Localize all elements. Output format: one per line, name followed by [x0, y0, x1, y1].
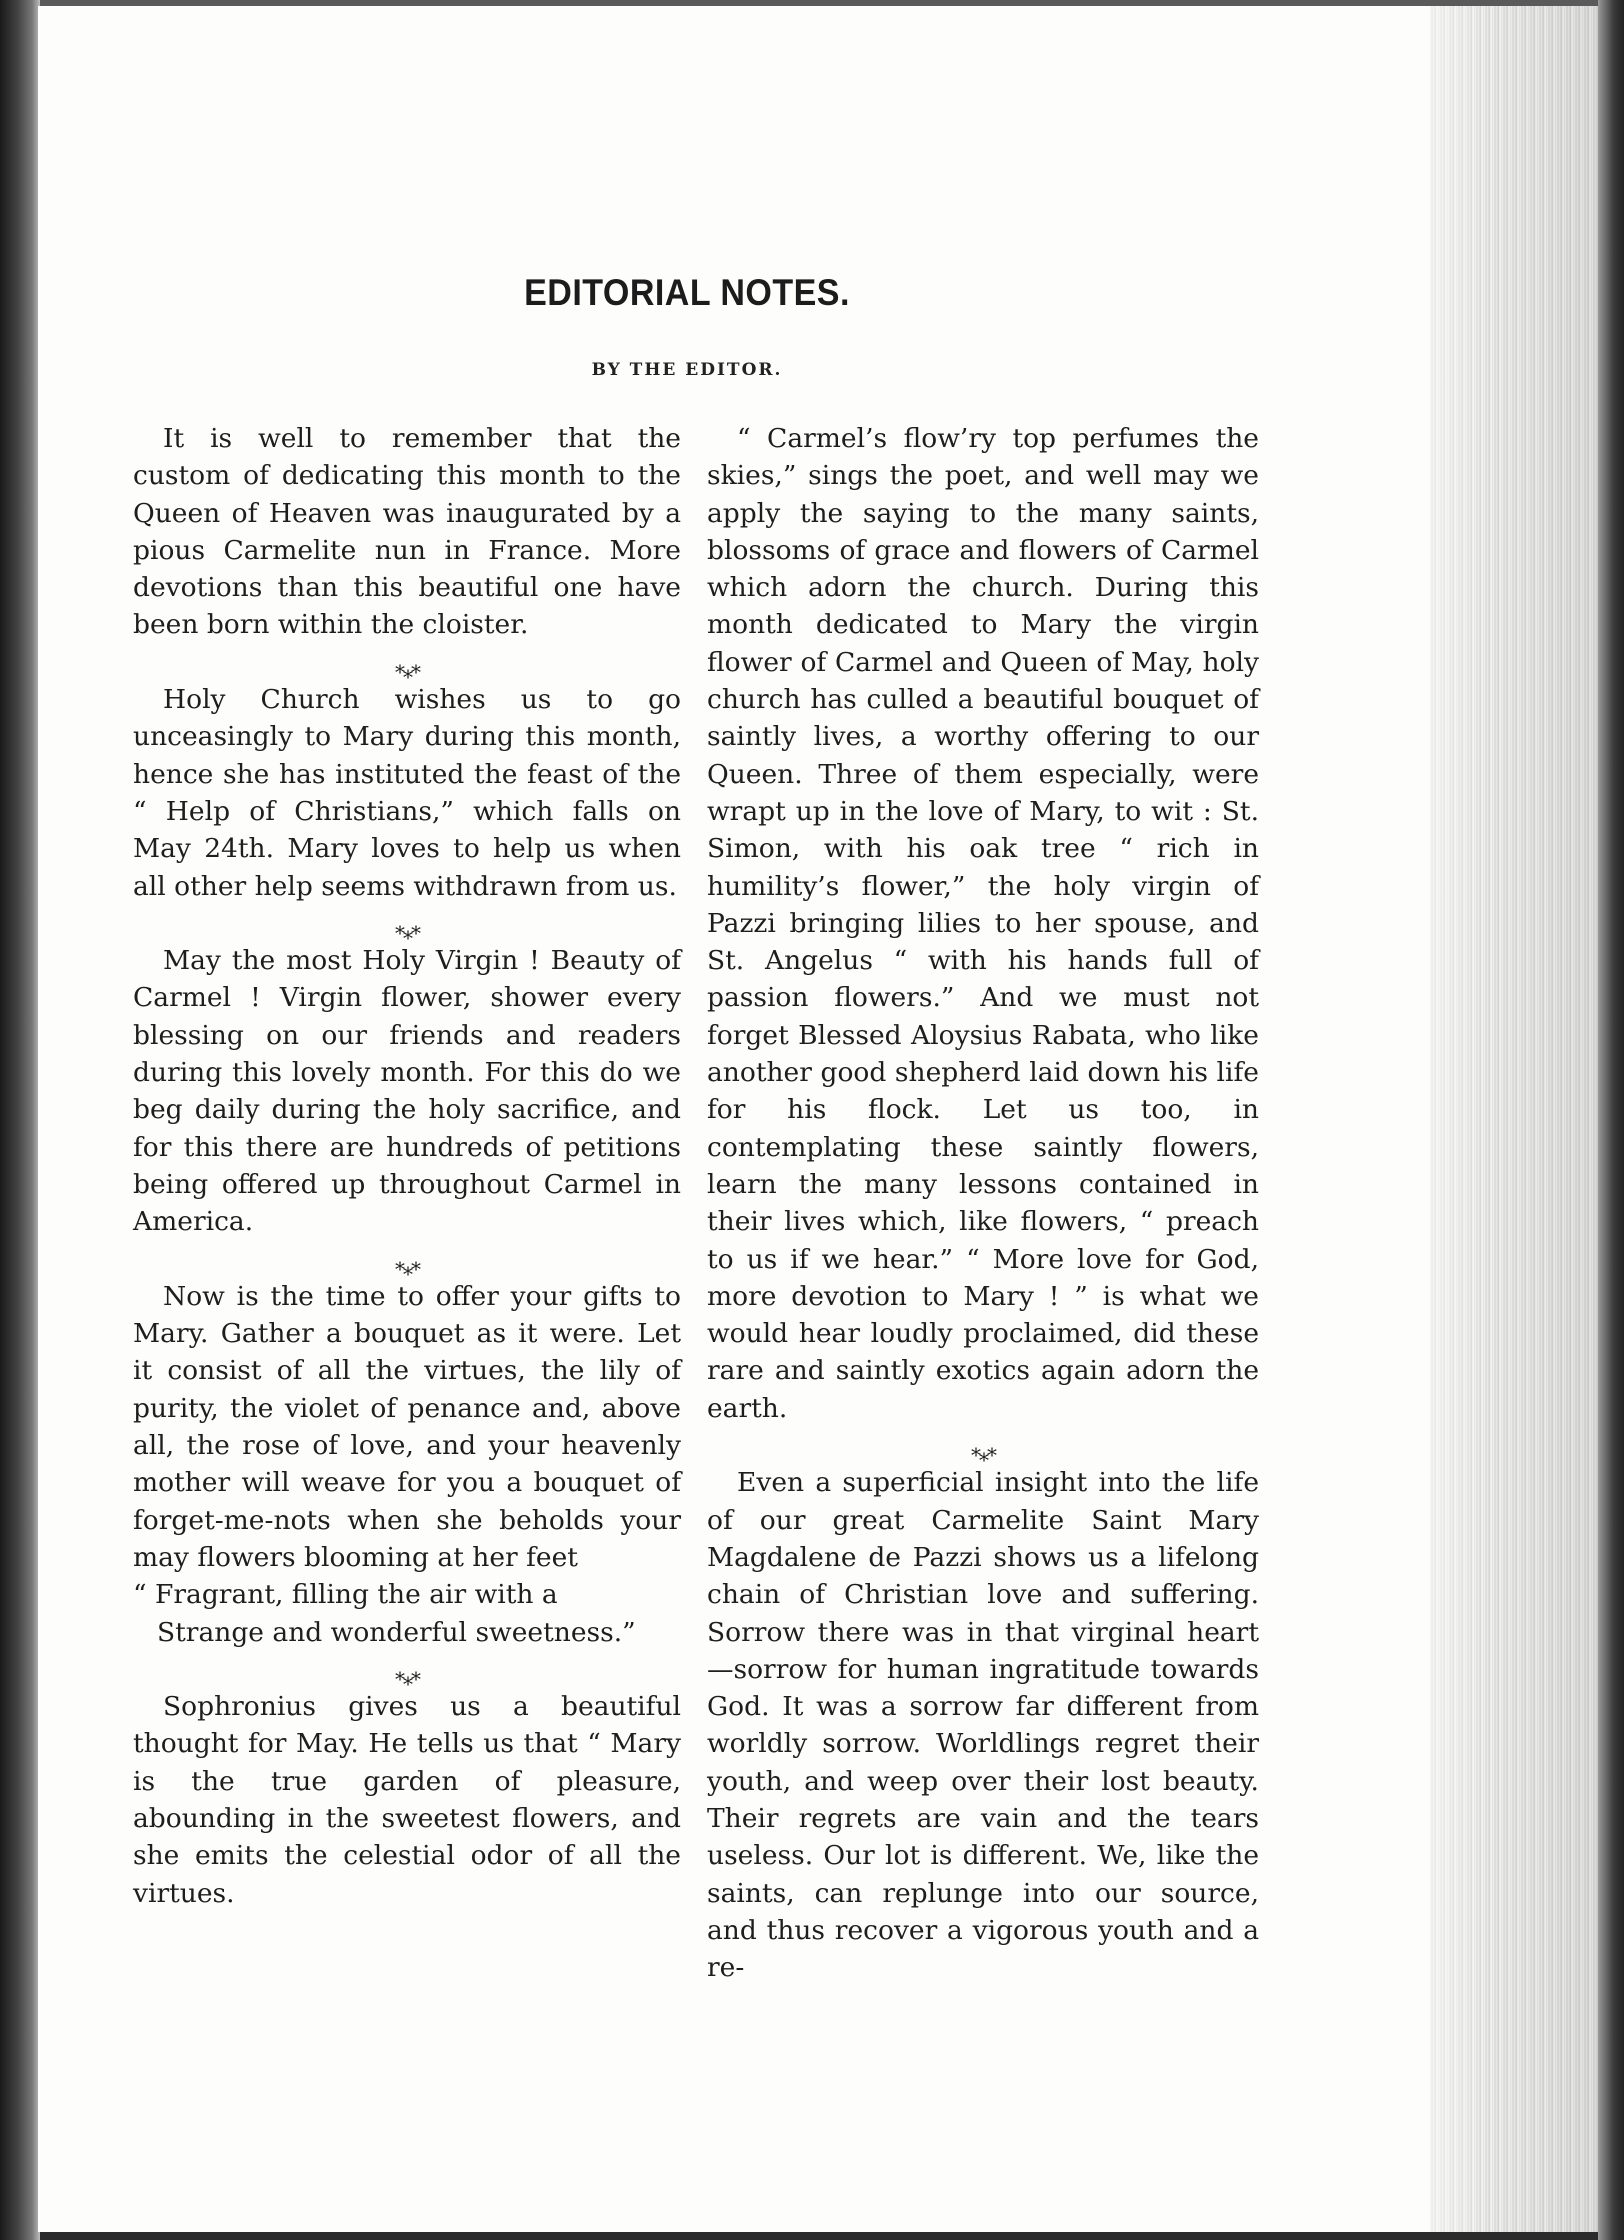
asterism-star: * — [403, 664, 411, 689]
poem-line: “ Fragrant, filling the air with a — [133, 1579, 558, 1611]
asterism-star: * — [395, 1666, 403, 1691]
asterism-star: * — [411, 659, 419, 684]
asterism-star: * — [411, 920, 419, 945]
asterism-star: * — [987, 1443, 995, 1468]
asterism-star: * — [403, 1671, 411, 1696]
asterism-divider — [133, 644, 681, 689]
page-stack-edges — [1430, 6, 1600, 2232]
asterism-star: * — [411, 1666, 419, 1691]
asterism-divider — [133, 905, 681, 950]
book-cover-edge — [1598, 0, 1624, 2240]
left-column — [133, 420, 681, 1912]
paragraph-help-of-christians: Holy Church wishes us to go unceasingly to Mary during this month, hence she has instituted the feast of the “ Help of Christians,” which falls on May 24th. Mary loves to help us when all other help seems withdrawn from us. — [133, 684, 681, 902]
asterism-star: * — [979, 1448, 987, 1473]
asterism-divider — [133, 1651, 681, 1696]
asterism-divider — [707, 1427, 1259, 1473]
book-binding-edge — [0, 0, 40, 2240]
paragraph-holy-virgin: May the most Holy Virgin ! Beauty of Carmel ! Virgin flower, shower every blessing on our friends and readers during this lovely month. For this do we beg daily during the holy sacrifice, and for this there are hundreds of petitions being offered up throughout Carmel in America. — [133, 945, 681, 1238]
poem-quote — [133, 1576, 681, 1651]
asterism-star: * — [411, 1256, 419, 1281]
asterism-star: * — [403, 1261, 411, 1286]
asterism-star: * — [403, 925, 411, 950]
asterism-star: * — [395, 1256, 403, 1281]
book-page — [38, 6, 1430, 2232]
paragraph-offer-gifts: Now is the time to offer your gifts to Mary. Gather a bouquet as it were. Let it consist of all the virtues, the lily of purity, the violet of penance and, above all, the rose of love, and your heavenly mother will weave for you a bouquet of forget-me-nots when she beholds your may flowers blooming at her feet — [133, 1280, 681, 1573]
paragraph-custom-dedication: It is well to remember that the custom of dedicating this month to the Queen of Heaven was inaugurated by a pious Carmelite nun in France. More devotions than this beautiful one have been born within the cloister. — [133, 423, 681, 641]
byline: BY THE EDITOR. — [591, 360, 783, 380]
poem-line: Strange and wonderful sweetness.” — [157, 1616, 636, 1648]
right-column — [707, 420, 1259, 1986]
page-title: EDITORIAL NOTES. — [524, 272, 850, 313]
asterism-star: * — [395, 659, 403, 684]
asterism-divider — [133, 1241, 681, 1286]
asterism-star: * — [395, 920, 403, 945]
paragraph-magdalene-de-pazzi: Even a superficial insight into the life of our great Carmelite Saint Mary Magdalene de Pazzi shows us a lifelong chain of Christian love and suffering. Sorrow there was in that virginal heart—sorrow for human ingratitude towards God. It was a sorrow far different from worldly sorrow. Worldlings regret their youth, and weep over their lost beauty. Their regrets are vain and the tears useless. Our lot is different. We, like the saints, can replunge into our source, and thus recover a vigorous youth and a re- — [707, 1467, 1259, 1984]
asterism-star: * — [971, 1443, 979, 1468]
paragraph-carmel-flowery-top: “ Carmel’s flow’ry top perfumes the skies,” sings the poet, and well may we apply the saying to the many saints, blossoms of grace and flowers of Carmel which adorn the church. During this month dedicated to Mary the virgin flower of Carmel and Queen of May, holy church has culled a beautiful bouquet of saintly lives, a worthy offering to our Queen. Three of them especially, were wrapt up in the love of Mary, to wit : St. Simon, with his oak tree “ rich in humility’s flower,” the holy virgin of Pazzi bringing lilies to her spouse, and St. Angelus “ with his hands full of passion flowers.” And we must not forget Blessed Aloysius Rabata, who like another good shepherd laid down his life for his flock. Let us too, in contemplating these saintly flowers, learn the many lessons contained in their lives which, like flowers, “ preach to us if we hear.” “ More love for God, more devotion to Mary ! ” is what we would hear loudly proclaimed, did these rare and saintly exotics again adorn the earth. — [707, 423, 1259, 1424]
paragraph-sophronius: Sophronius gives us a beautiful thought for May. He tells us that “ Mary is the true garden of pleasure, abounding in the sweetest flowers, and she emits the celestial odor of all the virtues. — [133, 1691, 681, 1909]
